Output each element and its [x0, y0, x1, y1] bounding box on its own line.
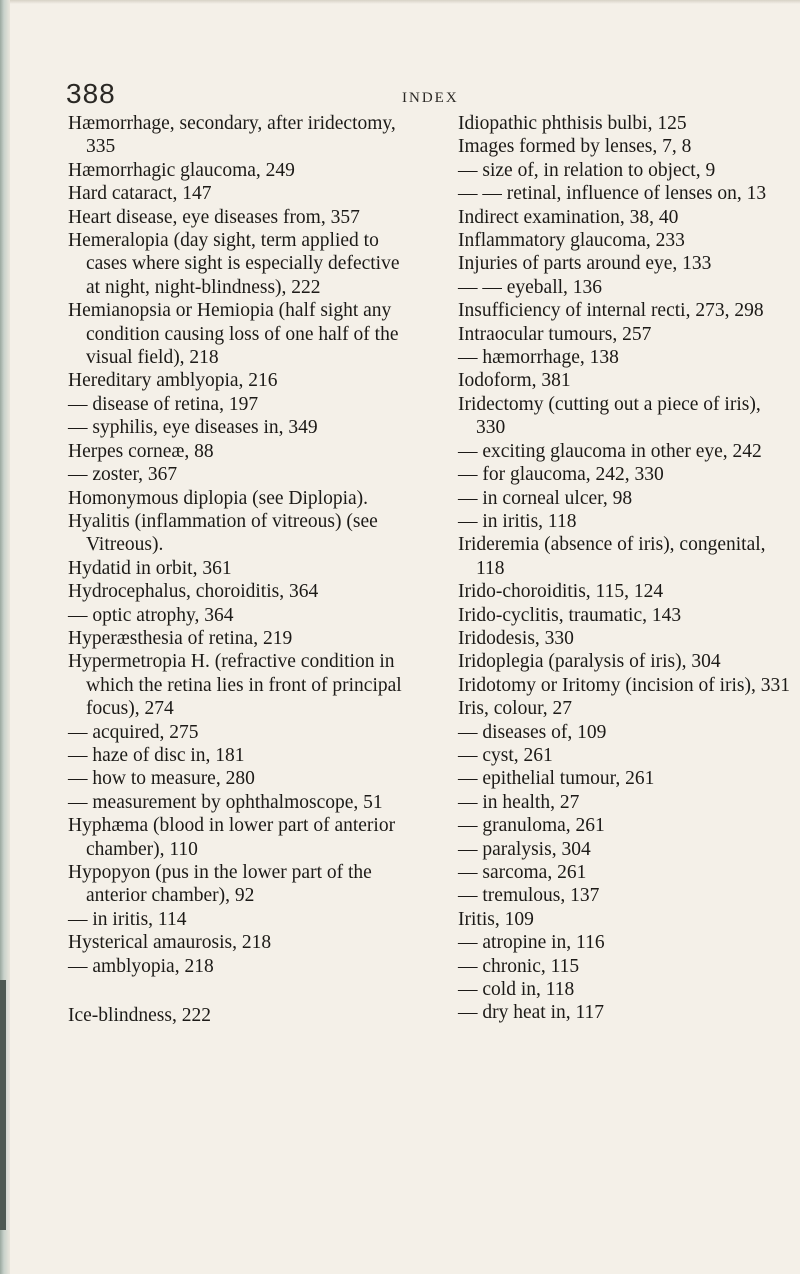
index-entry: Hyalitis (inflammation of vitreous) (see Vitreous). [68, 510, 378, 556]
index-entry: Iodoform, 381 [458, 370, 571, 392]
index-entry: — paralysis, 304 [458, 838, 591, 860]
index-entry: Irido-choroiditis, 115, 124 [458, 581, 664, 603]
index-entry: Iridectomy (cutting out a piece of iris), 330 [458, 393, 761, 439]
index-entry: Hydrocephalus, choroiditis, 364 [68, 581, 319, 603]
binding-shadow [0, 980, 6, 1230]
index-entry: — acquired, 275 [68, 721, 199, 743]
index-entry: Ice-blindness, 222 [68, 1005, 211, 1027]
index-entry: Idiopathic phthisis bulbi, 125 [458, 113, 687, 134]
page-number: 388 [66, 78, 116, 109]
index-entry: Iridoplegia (paralysis of iris), 304 [458, 651, 721, 673]
index-entry: Hydatid in orbit, 361 [68, 557, 232, 579]
index-entry: — in iritis, 118 [458, 510, 577, 532]
entry-gap [68, 978, 403, 1004]
index-entry: — zoster, 367 [68, 464, 178, 486]
index-entry: Injuries of parts around eye, 133 [458, 253, 712, 275]
index-entry: — epithelial tumour, 261 [458, 768, 655, 790]
index-entry: Herpes corneæ, 88 [68, 440, 214, 462]
index-entry: Hemeralopia (day sight, term applied to cases where sight is especially defective at night, night-blindness), 222 [68, 230, 400, 298]
index-entry: — in iritis, 114 [68, 908, 187, 930]
index-entry: Irideremia (absence of iris), congenital, 118 [458, 534, 766, 579]
index-entry: — in health, 27 [458, 791, 580, 813]
index-entry: Images formed by lenses, 7, 8 [458, 136, 692, 158]
index-entry: Intraocular tumours, 257 [458, 323, 652, 345]
index-entry: Iritis, 109 [458, 908, 534, 930]
index-entry: — optic atrophy, 364 [68, 604, 234, 626]
index-entry: — dry heat in, 117 [458, 1002, 605, 1024]
index-column-right [458, 112, 793, 1025]
index-entry: — tremulous, 137 [458, 885, 600, 907]
index-entry: — diseases of, 109 [458, 721, 607, 743]
index-entry: Iris, colour, 27 [458, 698, 573, 720]
index-entry: Hard cataract, 147 [68, 183, 212, 205]
index-entry: — in corneal ulcer, 98 [458, 487, 633, 509]
index-entry: Homonymous diplopia (see Diplopia). [68, 487, 369, 509]
index-entry: Iridodesis, 330 [458, 627, 574, 649]
index-entry: Iridotomy or Iritomy (incision of iris), 331 [458, 674, 790, 696]
index-entry: — cold in, 118 [458, 979, 575, 1001]
index-entry: Hypermetropia H. (refractive condition in which the retina lies in front of principal focus), 274 [68, 651, 402, 720]
index-entry: — — eyeball, 136 [458, 276, 603, 298]
page-top-edge [0, 0, 800, 4]
index-entry: Inflammatory glaucoma, 233 [458, 230, 685, 252]
index-entry: Heart disease, eye diseases from, 357 [68, 206, 360, 228]
index-entry: — atropine in, 116 [458, 932, 605, 954]
index-entry: — — retinal, influence of lenses on, 13 [458, 183, 767, 205]
index-entry: — haze of disc in, 181 [68, 744, 245, 766]
index-entry: Irido-cyclitis, traumatic, 143 [458, 604, 682, 626]
index-column-left [68, 112, 403, 1027]
index-entry: — exciting glaucoma in other eye, 242 [458, 440, 762, 462]
running-head: INDEX [402, 90, 459, 106]
index-entry: — hæmorrhage, 138 [458, 347, 619, 369]
index-entry: — disease of retina, 197 [68, 393, 259, 415]
index-entry: Hæmorrhagic glaucoma, 249 [68, 159, 295, 181]
index-entry: — size of, in relation to object, 9 [458, 159, 716, 181]
index-entry: Hypopyon (pus in the lower part of the anterior chamber), 92 [68, 862, 372, 907]
index-entry: — amblyopia, 218 [68, 955, 214, 977]
index-entry: Hyperæsthesia of retina, 219 [68, 627, 293, 649]
index-entry: — syphilis, eye diseases in, 349 [68, 417, 318, 439]
index-entry: Insufficiency of internal recti, 273, 298 [458, 300, 764, 322]
index-entry: — measurement by ophthalmoscope, 51 [68, 791, 383, 813]
index-entry: Hæmorrhage, secondary, after iridectomy, 335 [68, 113, 396, 158]
index-entry: — cyst, 261 [458, 744, 553, 766]
index-entry: — granuloma, 261 [458, 815, 605, 837]
index-entry: — how to measure, 280 [68, 768, 255, 790]
index-entry: Hemianopsia or Hemiopia (half sight any condition causing loss of one half of the visual field), 218 [68, 300, 399, 369]
index-entry: Hysterical amaurosis, 218 [68, 932, 272, 954]
index-entry: — sarcoma, 261 [458, 862, 587, 883]
index-entry: — chronic, 115 [458, 955, 580, 977]
index-entry: Hyphæma (blood in lower part of anterior chamber), 110 [68, 815, 396, 860]
index-entry: Indirect examination, 38, 40 [458, 206, 679, 228]
index-entry: Hereditary amblyopia, 216 [68, 370, 278, 392]
index-entry: — for glaucoma, 242, 330 [458, 464, 664, 486]
